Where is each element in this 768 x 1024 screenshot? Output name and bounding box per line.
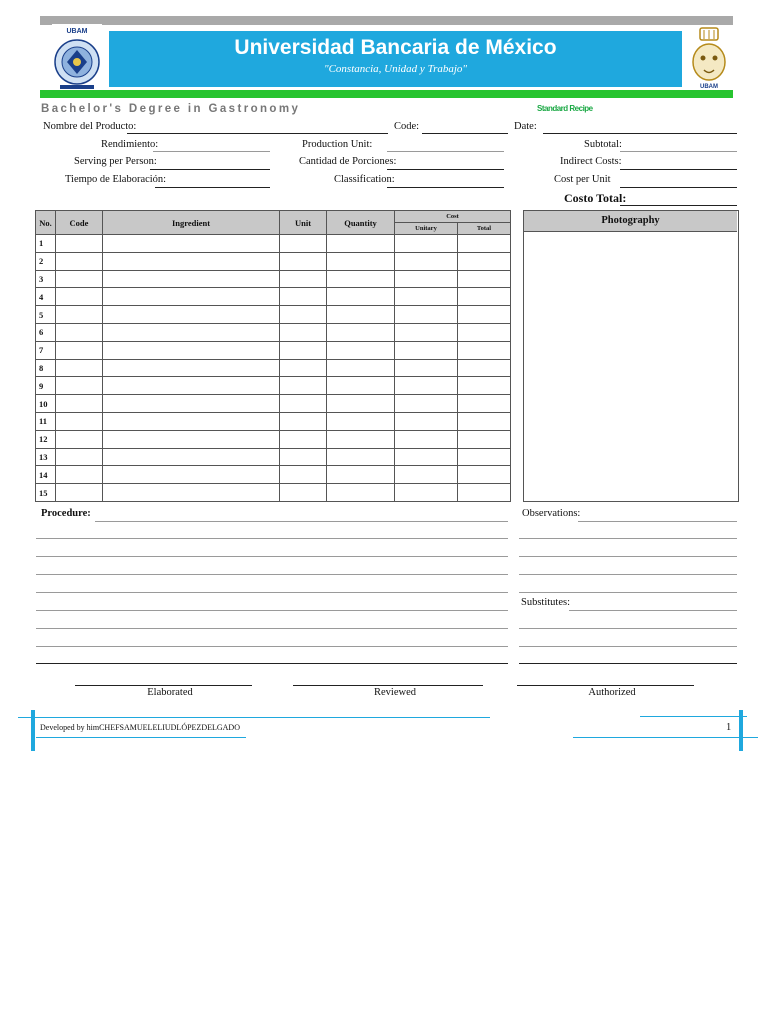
row-number: 10: [36, 395, 56, 413]
table-row: [36, 306, 511, 324]
row-number: 2: [36, 252, 56, 270]
unitary-cost-cell[interactable]: [395, 323, 458, 341]
portions-label: Cantidad de Porciones:: [299, 156, 397, 167]
photography-header: Photography: [524, 211, 737, 232]
unitary-cost-cell[interactable]: [395, 395, 458, 413]
col-ingredient-header: Ingredient: [103, 211, 280, 235]
row-number: 12: [36, 430, 56, 448]
quantity-cell[interactable]: [327, 288, 395, 306]
col-unitary-header: Unitary: [395, 223, 458, 235]
procedure-line[interactable]: [95, 521, 508, 522]
indirect-costs-field[interactable]: [620, 169, 737, 170]
unitary-cost-cell[interactable]: [395, 448, 458, 466]
quantity-cell[interactable]: [327, 430, 395, 448]
quantity-cell[interactable]: [327, 252, 395, 270]
footer-line-left: [18, 717, 490, 718]
unit-cell[interactable]: [280, 395, 327, 413]
table-row: [36, 359, 511, 377]
procedure-line[interactable]: [36, 592, 508, 593]
footer-underline-right: [573, 737, 758, 738]
green-divider-bar: [40, 90, 733, 98]
substitutes-line[interactable]: [519, 663, 737, 664]
standard-recipe-tag: Standard Recipe: [537, 104, 593, 113]
total-cost-cell[interactable]: [458, 466, 511, 484]
total-cost-cell[interactable]: [458, 288, 511, 306]
top-gray-bar: [40, 16, 733, 25]
substitutes-label: Substitutes:: [521, 597, 571, 608]
unitary-cost-cell[interactable]: [395, 252, 458, 270]
col-quantity-header: Quantity: [327, 211, 395, 235]
col-code-header: Code: [56, 211, 103, 235]
row-number: 13: [36, 448, 56, 466]
unit-cell[interactable]: [280, 448, 327, 466]
table-row: [36, 484, 511, 502]
row-number: 1: [36, 235, 56, 253]
code-cell[interactable]: [56, 412, 103, 430]
unitary-cost-cell[interactable]: [395, 466, 458, 484]
unitary-cost-cell[interactable]: [395, 484, 458, 502]
table-row: [36, 448, 511, 466]
ingredient-cell[interactable]: [103, 323, 280, 341]
university-name: Universidad Bancaria de México: [234, 36, 557, 59]
footer-accent-right: [739, 710, 743, 751]
table-row: [36, 430, 511, 448]
photography-box[interactable]: [523, 210, 739, 502]
observations-label: Observations:: [522, 508, 581, 519]
substitutes-line[interactable]: [519, 646, 737, 647]
observations-line[interactable]: [519, 592, 737, 593]
row-number: 3: [36, 270, 56, 288]
reviewed-label: Reviewed: [374, 687, 416, 698]
quantity-cell[interactable]: [327, 341, 395, 359]
observations-line[interactable]: [519, 574, 737, 575]
ingredient-cell[interactable]: [103, 377, 280, 395]
ingredient-cell[interactable]: [103, 448, 280, 466]
code-cell[interactable]: [56, 448, 103, 466]
code-cell[interactable]: [56, 323, 103, 341]
table-row: [36, 252, 511, 270]
reviewed-signature-line[interactable]: [293, 685, 483, 686]
total-cost-label: Costo Total:: [564, 191, 627, 205]
table-row: [36, 377, 511, 395]
product-name-field[interactable]: [127, 133, 388, 134]
code-cell[interactable]: [56, 430, 103, 448]
table-row: [36, 395, 511, 413]
unit-cell[interactable]: [280, 235, 327, 253]
code-field[interactable]: [422, 133, 508, 134]
quantity-cell[interactable]: [327, 395, 395, 413]
unit-cell[interactable]: [280, 412, 327, 430]
procedure-line[interactable]: [36, 574, 508, 575]
unitary-cost-cell[interactable]: [395, 235, 458, 253]
quantity-cell[interactable]: [327, 359, 395, 377]
row-number: 6: [36, 323, 56, 341]
table-row: [36, 341, 511, 359]
total-cost-cell[interactable]: [458, 395, 511, 413]
procedure-line[interactable]: [36, 556, 508, 557]
total-cost-field[interactable]: [620, 205, 737, 206]
unit-cell[interactable]: [280, 323, 327, 341]
cougar-mascot-logo: [688, 26, 730, 90]
unitary-cost-cell[interactable]: [395, 412, 458, 430]
production-unit-label: Production Unit:: [302, 139, 373, 150]
subtotal-label: Subtotal:: [584, 139, 622, 150]
ingredient-cell[interactable]: [103, 395, 280, 413]
unit-cell[interactable]: [280, 359, 327, 377]
code-cell[interactable]: [56, 288, 103, 306]
code-cell[interactable]: [56, 270, 103, 288]
total-cost-cell[interactable]: [458, 341, 511, 359]
procedure-line[interactable]: [36, 663, 508, 664]
product-name-label: Nombre del Producto:: [43, 121, 137, 132]
code-cell[interactable]: [56, 341, 103, 359]
code-cell[interactable]: [56, 235, 103, 253]
total-cost-cell[interactable]: [458, 252, 511, 270]
portions-field[interactable]: [387, 169, 504, 170]
col-no-header: No.: [36, 211, 56, 235]
unit-cell[interactable]: [280, 430, 327, 448]
ingredient-cell[interactable]: [103, 466, 280, 484]
unit-cell[interactable]: [280, 466, 327, 484]
production-unit-field[interactable]: [387, 151, 504, 152]
unit-cell[interactable]: [280, 377, 327, 395]
quantity-cell[interactable]: [327, 235, 395, 253]
footer-accent-left: [31, 710, 35, 751]
total-cost-cell[interactable]: [458, 235, 511, 253]
ingredient-cell[interactable]: [103, 235, 280, 253]
ingredient-cell[interactable]: [103, 412, 280, 430]
authorized-signature-line[interactable]: [517, 685, 694, 686]
total-cost-cell[interactable]: [458, 270, 511, 288]
unitary-cost-cell[interactable]: [395, 288, 458, 306]
classification-field[interactable]: [387, 187, 504, 188]
unit-cell[interactable]: [280, 252, 327, 270]
cost-per-unit-field[interactable]: [620, 187, 737, 188]
total-cost-cell[interactable]: [458, 377, 511, 395]
svg-text:UBAM: UBAM: [66, 28, 88, 35]
substitutes-line[interactable]: [519, 628, 737, 629]
unitary-cost-cell[interactable]: [395, 306, 458, 324]
quantity-cell[interactable]: [327, 323, 395, 341]
unitary-cost-cell[interactable]: [395, 359, 458, 377]
elaborated-label: Elaborated: [147, 687, 193, 698]
quantity-cell[interactable]: [327, 448, 395, 466]
row-number: 9: [36, 377, 56, 395]
row-number: 5: [36, 306, 56, 324]
date-label: Date:: [514, 121, 537, 132]
date-field[interactable]: [543, 133, 737, 134]
serving-per-person-label: Serving per Person:: [74, 156, 157, 167]
indirect-costs-label: Indirect Costs:: [560, 156, 622, 167]
substitutes-line[interactable]: [569, 610, 737, 611]
total-cost-cell[interactable]: [458, 306, 511, 324]
total-cost-cell[interactable]: [458, 412, 511, 430]
code-label: Code:: [394, 121, 420, 132]
developer-credit: Developed by himCHEFSAMUELELIUDLÓPEZDELGADO: [40, 723, 240, 732]
table-row: [36, 466, 511, 484]
ingredient-cell[interactable]: [103, 306, 280, 324]
total-cost-cell[interactable]: [458, 430, 511, 448]
total-cost-cell[interactable]: [458, 359, 511, 377]
unam-seal-logo: [52, 24, 102, 92]
procedure-label: Procedure:: [41, 508, 91, 519]
table-row: [36, 235, 511, 253]
yield-field[interactable]: [153, 151, 270, 152]
ingredient-cell[interactable]: [103, 430, 280, 448]
unit-cell[interactable]: [280, 306, 327, 324]
unit-cell[interactable]: [280, 288, 327, 306]
ingredient-cell[interactable]: [103, 359, 280, 377]
degree-title: Bachelor's Degree in Gastronomy: [41, 103, 301, 115]
quantity-cell[interactable]: [327, 270, 395, 288]
observations-line[interactable]: [519, 556, 737, 557]
code-cell[interactable]: [56, 484, 103, 502]
ingredient-cell[interactable]: [103, 270, 280, 288]
elaborated-signature-line[interactable]: [75, 685, 252, 686]
code-cell[interactable]: [56, 466, 103, 484]
quantity-cell[interactable]: [327, 306, 395, 324]
quantity-cell[interactable]: [327, 484, 395, 502]
procedure-line[interactable]: [36, 646, 508, 647]
row-number: 15: [36, 484, 56, 502]
subtotal-field[interactable]: [620, 151, 737, 152]
procedure-line[interactable]: [36, 610, 508, 611]
unitary-cost-cell[interactable]: [395, 377, 458, 395]
table-row: [36, 288, 511, 306]
table-row: [36, 412, 511, 430]
row-number: 14: [36, 466, 56, 484]
unit-cell[interactable]: [280, 270, 327, 288]
yield-label: Rendimiento:: [101, 139, 159, 150]
unitary-cost-cell[interactable]: [395, 341, 458, 359]
quantity-cell[interactable]: [327, 466, 395, 484]
observations-line[interactable]: [519, 538, 737, 539]
ingredient-cell[interactable]: [103, 341, 280, 359]
row-number: 8: [36, 359, 56, 377]
row-number: 7: [36, 341, 56, 359]
prep-time-field[interactable]: [155, 187, 270, 188]
total-cost-cell[interactable]: [458, 323, 511, 341]
col-total-header: Total: [458, 223, 511, 235]
code-cell[interactable]: [56, 306, 103, 324]
ingredients-table: [35, 210, 511, 502]
svg-text:UBAM: UBAM: [700, 84, 718, 90]
page-number: 1: [726, 722, 732, 733]
unit-cell[interactable]: [280, 341, 327, 359]
university-motto: "Constancia, Unidad y Trabajo": [323, 63, 468, 75]
serving-per-person-field[interactable]: [150, 169, 270, 170]
code-cell[interactable]: [56, 377, 103, 395]
cost-per-unit-label: Cost per Unit: [554, 174, 611, 185]
col-cost-header: Cost: [395, 211, 511, 223]
row-number: 11: [36, 412, 56, 430]
procedure-line[interactable]: [36, 628, 508, 629]
footer-underline-left: [36, 737, 246, 738]
footer-line-right: [640, 716, 747, 717]
ingredient-cell[interactable]: [103, 288, 280, 306]
col-unit-header: Unit: [280, 211, 327, 235]
row-number: 4: [36, 288, 56, 306]
unitary-cost-cell[interactable]: [395, 270, 458, 288]
prep-time-label: Tiempo de Elaboración:: [65, 174, 167, 185]
ingredient-cell[interactable]: [103, 484, 280, 502]
code-cell[interactable]: [56, 395, 103, 413]
quantity-cell[interactable]: [327, 377, 395, 395]
total-cost-cell[interactable]: [458, 448, 511, 466]
table-row: [36, 323, 511, 341]
total-cost-cell[interactable]: [458, 484, 511, 502]
code-cell[interactable]: [56, 359, 103, 377]
table-row: [36, 270, 511, 288]
authorized-label: Authorized: [588, 687, 636, 698]
unit-cell[interactable]: [280, 484, 327, 502]
ingredient-cell[interactable]: [103, 252, 280, 270]
procedure-line[interactable]: [36, 538, 508, 539]
classification-label: Classification:: [334, 174, 395, 185]
unitary-cost-cell[interactable]: [395, 430, 458, 448]
quantity-cell[interactable]: [327, 412, 395, 430]
observations-line[interactable]: [578, 521, 737, 522]
code-cell[interactable]: [56, 252, 103, 270]
